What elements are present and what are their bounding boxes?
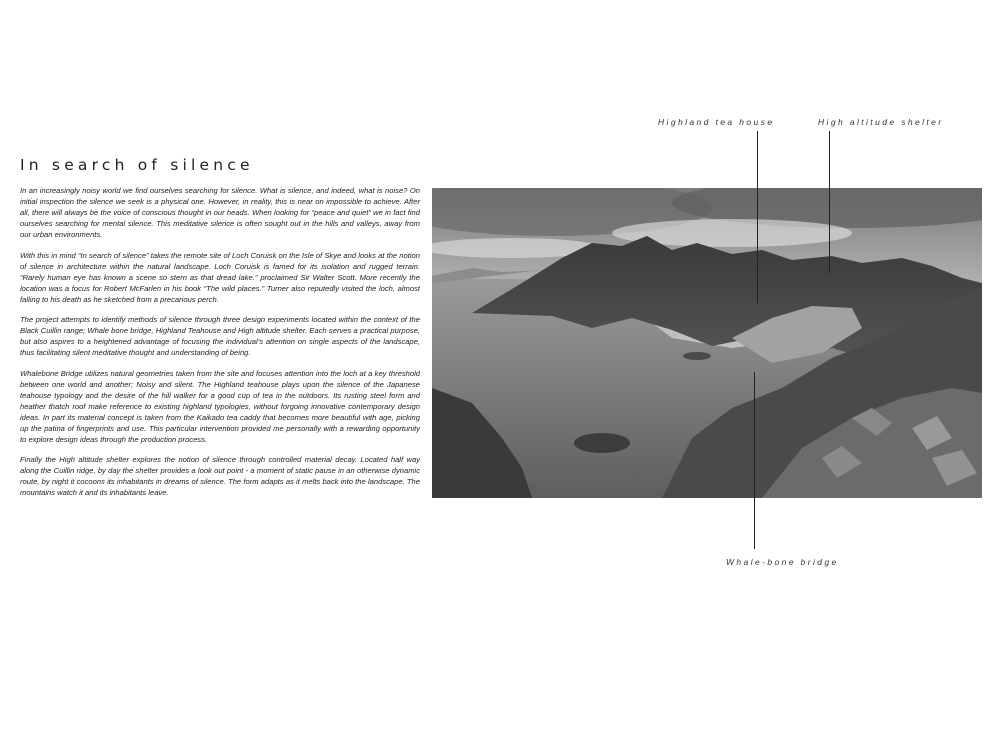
paragraph-whalebone-teahouse: Whalebone Bridge utilizes natural geometries taken from the site and focuses attention into the loch at a key threshold between one world and another; Noisy and silent. The Highland teahouse plays upon the silence of the Japanese teahouse typology and the desire of the hill walker for a good cup of tea in the outdoors. Its rusting steel form and heather thatch roof make reference to existing highland typologies, without forgoing innovative contemporary design ideas. In part its material concept is taken from the Kaikado tea caddy that becomes more beautiful with age, picking up the patina of fingerprints and use. This particular intervention provided me personally with a rewarding opportunity to explore design ideas through the production process. [20, 368, 420, 444]
leader-line-shelter [829, 131, 830, 273]
paragraph-project: The project attempts to identify methods of silence through three design experiments located within the context of the Black Cuillin range; Whale bone bridge, Highland Teahouse and High altitude shelter. Each serves a practical purpose, but also aspires to a heightened advantage of focusing the individual’s attention on single aspects of the landscape, thus facilitating silent meditative thought and understanding of being. [20, 315, 420, 357]
label-whale-bone-bridge: Whale-bone bridge [726, 557, 839, 567]
label-high-altitude-shelter: High altitude shelter [818, 117, 944, 127]
leader-line-tea-house [757, 131, 758, 303]
body-text [20, 185, 420, 508]
paragraph-site: With this in mind “In search of silence” takes the remote site of Loch Coruisk on the Isle of Skye and looks at the notion of silence in architecture within the natural landscape. Loch Coruisk is famed for its isolation and rugged terrain. “Rarely human eye has known a scene so stern as that dread lake.” proclaimed Sir Walter Scott. More recently the location was a focus for Robert McFarlen in his book “The wild places.” Turner also reputedly visited the loch, almost falling to his death as he sketched from a precarious perch. [20, 250, 420, 304]
label-highland-tea-house: Highland tea house [658, 117, 775, 127]
page-title: In search of silence [20, 156, 254, 174]
paragraph-intro: In an increasingly noisy world we find ourselves searching for silence. What is silence, and indeed, what is noise? On initial inspection the silence we seek is a physical one. However, in reality, this is near on impossible to achieve. After all, there will always be the voice of conscious thought in our heads. When looking for “peace and quiet” we in fact find ourselves searching for mental silence. This meditative silence is often sought out in the hills and valleys, away from our urban environments. [20, 186, 420, 239]
paragraph-shelter: Finally the High altitude shelter explores the notion of silence through controlled material decay. Located half way along the Cuillin ridge, by day the shelter provides a look out point - a moment of static pause in an otherwise dynamic route, by night it cocoons its inhabitants in dreams of silence. The form adapts as it melts back into the landscape. The mountains watch it and its inhabitants leave. [20, 455, 420, 497]
landscape-photo [432, 188, 982, 498]
leader-line-bridge [754, 372, 755, 549]
loch-coruisk-panorama-image [432, 188, 982, 498]
